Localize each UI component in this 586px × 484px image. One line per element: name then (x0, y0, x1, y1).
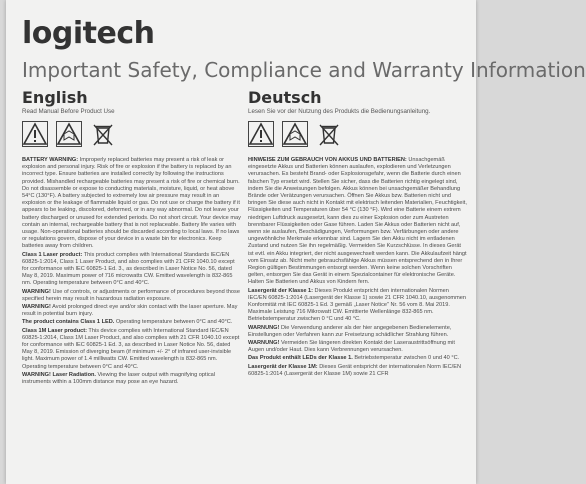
safety-leaflet-page (6, 0, 586, 484)
paragraph: The product contains Class 1 LED. Operating temperature between 0°C and 40°C. (22, 319, 233, 326)
deutsch-subheading: Lesen Sie vor der Nutzung des Produkts die Bedienungsanleitung. (248, 108, 431, 115)
paragraph: Lasergerät der Klasse 1M: Dieses Gerät entspricht der internationalen Norm IEC/EN 60825-1:2014 (Lasergerät der Klasse 1M) sowie 21 CFR (248, 363, 461, 377)
warning-book-triangle-icon (56, 121, 82, 147)
deutsch-column (248, 88, 468, 379)
paragraph: WARNUNG! Vermeiden Sie längeren direkten Kontakt der Laseraustrittsöffnung mit Augen und/oder Haut. Dies kann Verbrennungen verursachen. (248, 340, 455, 354)
paragraph: Lasergerät der Klasse 1: Dieses Produkt entspricht den internationalen Normen IEC/EN 60825-1:2014 (Lasergerät der Klasse 1) sowie 21 CFR 1040.10, ausgenommen Konformität mit IEC 60825-1 Ed. 3 gemäß „Laser Notice" Nr. 56 vom 8. Mai 2019. Maximale Leistung 716 Mikrowatt CW. Emittierte Wellenlänge 832-865 nm. Betriebstemperatur zwischen 0 °C und 40 °C. (248, 287, 466, 323)
paragraph: HINWEISE ZUM GEBRAUCH VON AKKUS UND BATTERIEN: Unsachgemäß eingesetzte Akkus und Batterien können auslaufen, explodieren und Verletzungen verursachen. Es besteht Brand- oder Explosionsgefahr, wenn die Batterie durch einen falschen Typ ersetzt wird. Stellen Sie sicher, dass die Batterien richtig eingelegt sind, indem Sie die Anweisungen befolgen. Akkus können bei unsachgemäßer Behandlung Brände oder Verätzungen verursachen. Öffnen Sie Akkus bzw. Batterien nicht und bringen Sie diese auch nicht in Kontakt mit elektrisch leitenden Materialien, Feuchtigkeit, Flüssigkeiten und Temperaturen über 54 °C (130 °F). Wird eine Batterie einem extrem niedrigen Luftdruck ausgesetzt, kann dies zu einer Explosion oder zum Austreten brennbarer Flüssigkeiten oder Gase führen. Laden Sie Akkus oder Batterien nicht auf, wenn sie auslaufen, Beschädigungen, Verformungen bzw. Verfärbungen oder andere ungewöhnliche Merkmale erkennbar sind. Lagern Sie den Akku nicht im entladenen Zustand und nutzen Sie ihn regelmäßig. Vermeiden Sie Kurzschlüsse. In dieses Gerät ist evtl. ein Akku integriert, der nicht ausgewechselt werden kann. Die Akkulaufzeit hängt vom Einsatz ab. Nicht mehr gebrauchsfähige Akkus müssen entsprechend den in Ihrer Region gültigen Bestimmungen entsorgt werden. Wenn keine solchen Vorschriften gelten, entsorgen Sie das Gerät in einem Spezialcontainer für elektronische Geräte. Halten Sie Batterien und Akkus von Kindern fern. (248, 157, 467, 286)
crossed-bin-icon (90, 121, 116, 147)
english-body (22, 157, 242, 386)
english-symbol-row (22, 119, 242, 149)
deutsch-symbol-row (248, 119, 468, 149)
paragraph: WARNING! Avoid prolonged direct eye and/or skin contact with the laser aperture. May result in potential burn injury. (22, 304, 238, 318)
page-title: Important Safety, Compliance and Warranty Information (22, 58, 586, 82)
deutsch-heading: Deutsch (248, 88, 322, 107)
crossed-bin-icon (316, 121, 342, 147)
warning-triangle-icon (22, 121, 48, 147)
paragraph: Class 1 Laser product: This product complies with International Standards IEC/EN 60825-1:2014, Class 1 Laser Product, and also complies with 21 CFR 1040.10 except for conformance with IEC 60825-1 Ed. 3., as described in Laser Notice No. 56, dated May 8, 2019. Maximum power of 716 microwatts CW. Emitted wavelength is 832-865 nm. Operating temperature between 0°C and 40°C. (22, 251, 235, 287)
english-column (22, 88, 242, 387)
warning-triangle-icon (248, 121, 274, 147)
english-heading: English (22, 88, 88, 107)
deutsch-body (248, 157, 468, 378)
paragraph: BATTERY WARNING: Improperly replaced batteries may present a risk of leak or explosion and personal injury. Risk of fire or explosion if the battery is replaced by an incorrect type. Ensure batteries are installed correctly by following the instructions provided. Mishandled rechargeable batteries may present a risk of fire or chemical burn. Do not disassemble or expose to conducting materials, moisture, liquid, or heat above 54°C (130°F). A battery subjected to extremely low air pressure may result in an explosion or the leakage of flammable liquid or gas. Do not use or charge the battery if it appears to be leaking, discolored, deformed, or in any way abnormal. Do not leave your battery discharged or unused for extended periods. Do not short circuit. Your device may contain an internal, rechargeable battery that is not replaceable. Battery life varies with usage. Non-operational batteries should be discarded according to local laws. If no laws or regulations govern, dispose of your device in a waste bin for electronics. Keep batteries away from children. (22, 157, 241, 250)
paragraph: Class 1M Laser product: This device complies with International Standard IEC/EN 60825-1:2014, Class 1M Laser Product, and also complies with 21 CFR 1040.10 except for conformance with IEC 60825-1 Ed. 3, as described in Laser Notice No. 56, dated May 8, 2019. Emission of diverging beam (if minimum +/- 2° of infrared user-invisible light. Maximum power of 1.4 milliwatts CW. Emitted wavelength is 832-865 nm. Operating temperature between 0°C and 40°C. (22, 327, 240, 370)
paragraph: WARNING! Use of controls, or adjustments or performance of procedures beyond those specified herein may result in hazardous radiation exposure. (22, 288, 240, 302)
logitech-logo: logitech (22, 16, 155, 51)
paragraph: WARNING! Laser Radiation. Viewing the laser output with magnifying optical instruments within a 100mm distance may pose an eye hazard. (22, 371, 215, 386)
paragraph: WARNUNG! Die Verwendung anderer als der hier angegebenen Bedienelemente, Einstellungen oder Verfahren kann zur Freisetzung schädlicher Strahlung führen. (248, 324, 452, 338)
english-subheading: Read Manual Before Product Use (22, 108, 115, 115)
warning-book-triangle-icon (282, 121, 308, 147)
paragraph: Das Produkt enthält LEDs der Klasse 1. Betriebstemperatur zwischen 0 und 40 °C. (248, 355, 460, 362)
